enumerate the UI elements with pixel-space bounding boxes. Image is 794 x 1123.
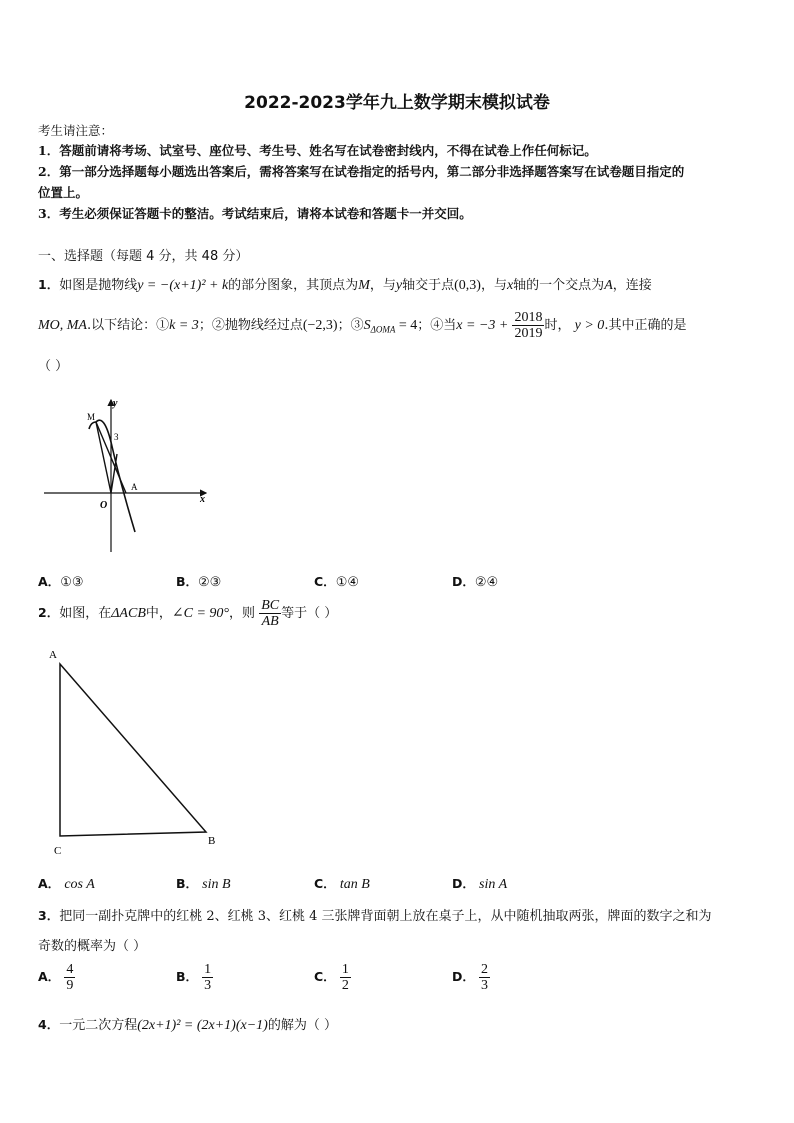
q4-text: 的解为（ ） xyxy=(267,1018,337,1033)
q1-text: 时， xyxy=(544,318,571,333)
q4-equation: (2x+1)² = (2x+1)(x−1) xyxy=(137,1018,268,1033)
question-1-line-1 xyxy=(38,274,652,294)
option-label: C． xyxy=(314,574,336,589)
q2-text: 等于（ ） xyxy=(281,606,338,621)
question-4 xyxy=(38,1014,337,1034)
graph-label-3: 3 xyxy=(114,432,119,442)
graph-label-y: y xyxy=(113,398,118,409)
graph-label-o: O xyxy=(100,500,108,511)
option-text: cos A xyxy=(64,877,95,892)
option-text: sin B xyxy=(202,877,231,892)
q1-text: .以下结论：① xyxy=(87,318,170,333)
frac-num: 1 xyxy=(204,962,212,977)
option-label: B． xyxy=(176,876,199,891)
graph-label-a: A xyxy=(131,482,138,492)
q2-text: ，则 xyxy=(229,606,256,621)
question-number: 2． xyxy=(38,605,60,620)
q3-text: 把同一副扑克牌中的红桃 2、红桃 3、红桃 4 三张牌背面朝上放在桌子上，从中随机抽取两张，牌面的数字之和为 xyxy=(59,909,712,924)
q1-conclusion-4: x = −3 + xyxy=(456,318,509,333)
option-fraction xyxy=(202,962,213,993)
q2-option-c[interactable] xyxy=(314,874,370,893)
q1-text: ；③ xyxy=(337,318,364,333)
q1-text: ，连接 xyxy=(612,278,652,293)
q2-text: 中， xyxy=(145,606,172,621)
q1-text: ；④当 xyxy=(417,318,457,333)
q2-option-b[interactable] xyxy=(176,874,231,893)
question-2 xyxy=(38,598,337,629)
notice-item-2-cont: 位置上。 xyxy=(38,185,89,200)
option-label: A． xyxy=(38,574,61,589)
q2-text: 如图，在 xyxy=(59,606,112,621)
option-text: ①③ xyxy=(60,575,84,590)
option-text: ②④ xyxy=(474,575,499,590)
question-number: 3． xyxy=(38,908,60,923)
question-3-line-2: 奇数的概率为（ ） xyxy=(38,939,147,954)
graph-label-m: M xyxy=(87,412,96,422)
option-label: B． xyxy=(176,969,199,984)
q1-text: ；②抛物线经过点 xyxy=(198,318,303,333)
vertex-b-label: B xyxy=(208,835,216,847)
triangle-acb xyxy=(60,664,206,836)
option-label: C． xyxy=(314,969,336,984)
notice-item-1: 1．答题前请将考场、试室号、座位号、考生号、姓名写在试卷密封线内，不得在试卷上作任何标记。 xyxy=(38,143,597,158)
option-fraction xyxy=(479,962,490,993)
q1-conclusion-3: S xyxy=(363,318,371,333)
question-number: 1． xyxy=(38,277,60,292)
q4-text: 一元二次方程 xyxy=(59,1018,138,1033)
frac-den: AB xyxy=(261,614,279,629)
parabola-curve-left xyxy=(89,422,96,429)
q1-text: ，与 xyxy=(369,278,396,293)
q2-option-a[interactable] xyxy=(38,874,95,893)
q1-text: ，与 xyxy=(480,278,507,293)
option-label: D． xyxy=(452,876,475,891)
notice-heading: 考生请注意： xyxy=(38,123,114,138)
vertex-a-label: A xyxy=(49,649,57,661)
section-heading: 一、选择题（每题 4 分，共 48 分） xyxy=(38,249,249,264)
question-3-line-1 xyxy=(38,905,712,924)
option-label: A． xyxy=(38,969,61,984)
q1-text: 的部分图象，其顶点为 xyxy=(228,278,359,293)
option-label: D． xyxy=(452,574,475,589)
frac-den: 3 xyxy=(481,978,489,993)
q3-option-c[interactable] xyxy=(314,962,351,993)
frac-num: 1 xyxy=(341,962,349,977)
frac-num: 2018 xyxy=(514,310,543,325)
option-text: ②③ xyxy=(198,575,222,590)
q1-conclusion-2: (−2,3) xyxy=(302,318,338,333)
q1-text: 轴的一个交点为 xyxy=(513,278,605,293)
q1-point: (0,3) xyxy=(454,278,481,293)
frac-den: 2 xyxy=(341,978,349,993)
frac-den: 3 xyxy=(204,978,212,993)
option-label: A． xyxy=(38,876,61,891)
q3-option-d[interactable] xyxy=(452,962,490,993)
q3-option-b[interactable] xyxy=(176,962,213,993)
frac-den: 2019 xyxy=(514,326,543,341)
q2-option-d[interactable] xyxy=(452,874,507,893)
q1-conclusion-1: k = 3 xyxy=(169,318,199,333)
q2-triangle: ΔACB xyxy=(111,606,146,621)
q1-conclusion-3-val: = 4 xyxy=(395,318,418,333)
q3-option-a[interactable] xyxy=(38,962,75,993)
q1-option-d[interactable] xyxy=(452,572,498,590)
q1-parabola-figure xyxy=(40,392,215,554)
question-number: 4． xyxy=(38,1017,60,1032)
q1-y-axis: y xyxy=(395,278,403,293)
vertex-c-label: C xyxy=(54,845,62,857)
option-fraction xyxy=(64,962,75,993)
q1-conclusion-4-cond: y > 0 xyxy=(574,318,605,333)
q2-fraction xyxy=(259,598,281,629)
q1-fraction xyxy=(512,310,544,341)
q1-vertex: M xyxy=(358,278,370,293)
q2-angle: ∠C = 90° xyxy=(171,606,230,621)
option-text: sin A xyxy=(479,877,508,892)
frac-num: 2 xyxy=(481,962,489,977)
q1-text: .其中正确的是 xyxy=(604,318,687,333)
q1-conclusion-3-sub: ΔOMA xyxy=(370,324,396,335)
option-label: D． xyxy=(452,969,475,984)
option-label: C． xyxy=(314,876,336,891)
notice-item-3: 3．考生必须保证答题卡的整洁。考试结束后，请将本试卷和答题卡一并交回。 xyxy=(38,206,472,221)
q1-formula: y = −(x+1)² + k xyxy=(137,278,229,293)
option-text: ①④ xyxy=(335,575,359,590)
option-fraction xyxy=(340,962,351,993)
q1-answer-bracket: （ ） xyxy=(38,359,69,374)
notice-item-2: 2．第一部分选择题每小题选出答案后，需将答案写在试卷指定的括号内，第二部分非选择题答案写在试卷题目指定的 xyxy=(38,164,685,179)
q2-triangle-figure xyxy=(44,642,229,858)
q1-point-a: A xyxy=(604,278,613,293)
q1-segments: MO, MA xyxy=(38,318,87,333)
q1-option-c[interactable] xyxy=(314,572,359,590)
q1-option-b[interactable] xyxy=(176,572,221,590)
option-text: tan B xyxy=(339,877,370,892)
q1-option-a[interactable] xyxy=(38,572,84,590)
page-title: 2022-2023学年九上数学期末模拟试卷 xyxy=(244,93,550,113)
frac-num: BC xyxy=(261,598,280,613)
q1-x-axis: x xyxy=(506,278,514,293)
graph-label-x: x xyxy=(200,494,205,505)
q1-text: 如图是抛物线 xyxy=(59,278,138,293)
option-label: B． xyxy=(176,574,199,589)
frac-den: 9 xyxy=(66,978,74,993)
q1-text: 轴交于点 xyxy=(402,278,455,293)
frac-num: 4 xyxy=(66,962,74,977)
question-1-line-2 xyxy=(38,310,686,341)
